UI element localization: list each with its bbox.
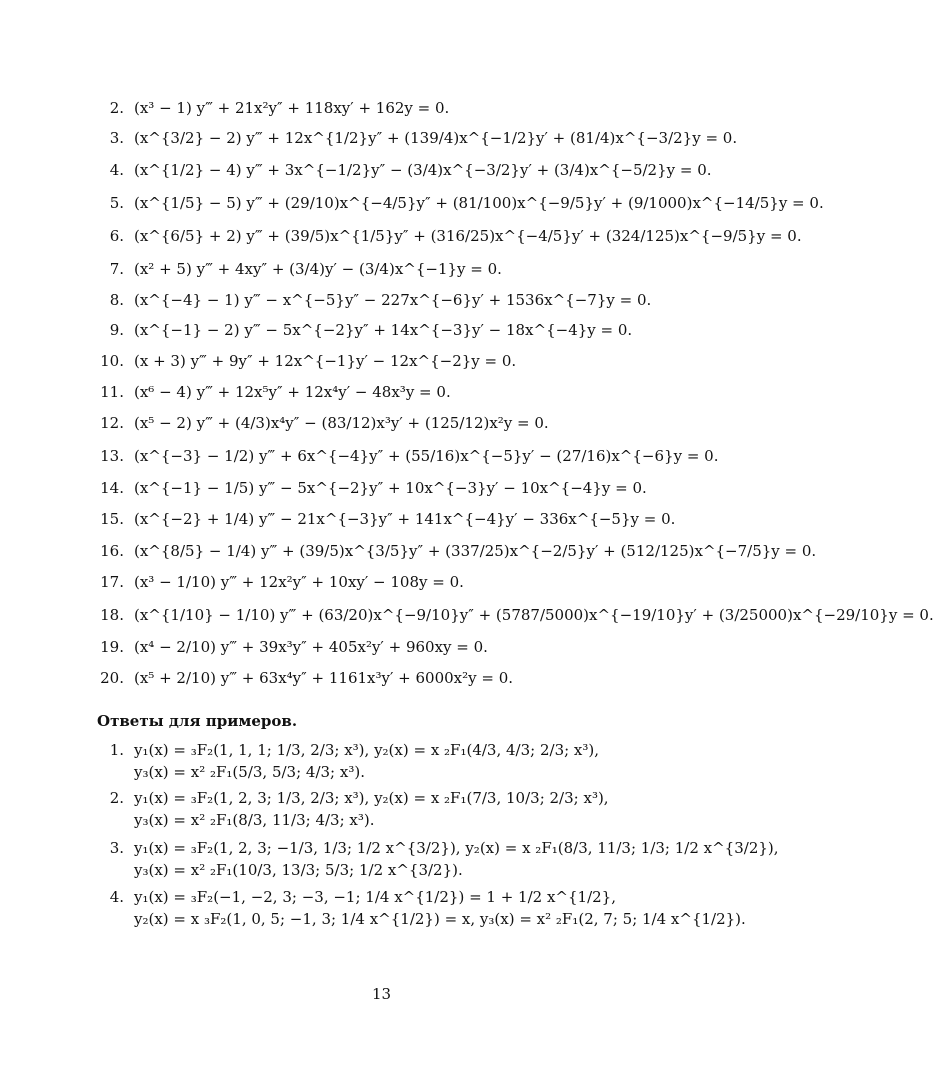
equation-text: (x⁴ − 2/10) y‴ + 39x³y″ + 405x²y′ + 960xy = 0. xyxy=(134,638,488,656)
equation-text: (x³ − 1/10) y‴ + 12x²y″ + 10xy′ − 108y = 0. xyxy=(134,573,464,591)
equation-number: 7. xyxy=(109,260,124,278)
equation-text: (x^{6/5} + 2) y‴ + (39/5)x^{1/5}y″ + (316/25)x^{−4/5}y′ + (324/125)x^{−9/5}y = 0. xyxy=(134,227,802,245)
equation-number: 9. xyxy=(109,321,124,339)
answer-number: 4. xyxy=(109,888,124,906)
equation-text: (x^{1/2} − 4) y‴ + 3x^{−1/2}y″ − (3/4)x^{−3/2}y′ + (3/4)x^{−5/2}y = 0. xyxy=(134,161,712,179)
equation-text: (x^{1/5} − 5) y‴ + (29/10)x^{−4/5}y″ + (81/100)x^{−9/5}y′ + (9/1000)x^{−14/5}y = 0. xyxy=(134,194,824,212)
equation-text: (x³ − 1) y‴ + 21x²y″ + 118xy′ + 162y = 0. xyxy=(134,99,450,117)
equation-number: 13. xyxy=(100,447,124,465)
equation-number: 8. xyxy=(109,291,124,309)
equation-text: (x^{−3} − 1/2) y‴ + 6x^{−4}y″ + (55/16)x^{−5}y′ − (27/16)x^{−6}y = 0. xyxy=(134,447,719,465)
equation-text: (x^{8/5} − 1/4) y‴ + (39/5)x^{3/5}y″ + (337/25)x^{−2/5}y′ + (512/125)x^{−7/5}y = 0. xyxy=(134,542,817,560)
answer-number: 1. xyxy=(109,741,124,759)
equation-number: 11. xyxy=(100,383,124,401)
answer-line: y₂(x) = x ₃F₂(1, 0, 5; −1, 3; 1/4 x^{1/2}) = x, y₃(x) = x² ₂F₁(2, 7; 5; 1/4 x^{1/2}). xyxy=(134,910,746,928)
equation-text: (x^{−1} − 2) y‴ − 5x^{−2}y″ + 14x^{−3}y′ − 18x^{−4}y = 0. xyxy=(134,321,633,339)
answer-line: y₁(x) = ₃F₂(−1, −2, 3; −3, −1; 1/4 x^{1/2}) = 1 + 1/2 x^{1/2}, xyxy=(134,888,616,906)
equation-number: 16. xyxy=(100,542,124,560)
equation-number: 15. xyxy=(100,510,124,528)
equation-number: 18. xyxy=(100,606,124,624)
equation-text: (x^{−4} − 1) y‴ − x^{−5}y″ − 227x^{−6}y′ + 1536x^{−7}y = 0. xyxy=(134,291,652,309)
equation-text: (x^{3/2} − 2) y‴ + 12x^{1/2}y″ + (139/4)x^{−1/2}y′ + (81/4)x^{−3/2}y = 0. xyxy=(134,129,738,147)
answer-line: y₁(x) = ₃F₂(1, 1, 1; 1/3, 2/3; x³), y₂(x) = x ₂F₁(4/3, 4/3; 2/3; x³), xyxy=(134,741,600,759)
answer-number: 3. xyxy=(109,839,124,857)
equation-number: 2. xyxy=(109,99,124,117)
answer-line: y₃(x) = x² ₂F₁(10/3, 13/3; 5/3; 1/2 x^{3/2}). xyxy=(134,861,463,879)
answer-number: 2. xyxy=(109,789,124,807)
equation-text: (x + 3) y‴ + 9y″ + 12x^{−1}y′ − 12x^{−2}y = 0. xyxy=(134,352,517,370)
equation-number: 20. xyxy=(100,669,124,687)
equation-number: 14. xyxy=(100,479,124,497)
equation-text: (x^{−2} + 1/4) y‴ − 21x^{−3}y″ + 141x^{−4}y′ − 336x^{−5}y = 0. xyxy=(134,510,676,528)
page-number: 13 xyxy=(371,985,392,1003)
equation-number: 17. xyxy=(100,573,124,591)
answer-line: y₁(x) = ₃F₂(1, 2, 3; 1/3, 2/3; x³), y₂(x) = x ₂F₁(7/3, 10/3; 2/3; x³), xyxy=(134,789,609,807)
equation-text: (x⁵ + 2/10) y‴ + 63x⁴y″ + 1161x³y′ + 6000x²y = 0. xyxy=(134,669,514,687)
answer-line: y₁(x) = ₃F₂(1, 2, 3; −1/3, 1/3; 1/2 x^{3/2}), y₂(x) = x ₂F₁(8/3, 11/3; 1/3; 1/2 x^{3/2}), xyxy=(134,839,779,857)
equation-text: (x⁵ − 2) y‴ + (4/3)x⁴y″ − (83/12)x³y′ + (125/12)x²y = 0. xyxy=(134,414,549,432)
equation-number: 10. xyxy=(100,352,124,370)
answers-heading: Ответы для примеров. xyxy=(97,712,298,730)
answer-line: y₃(x) = x² ₂F₁(5/3, 5/3; 4/3; x³). xyxy=(134,763,365,781)
equation-text: (x⁶ − 4) y‴ + 12x⁵y″ + 12x⁴y′ − 48x³y = 0. xyxy=(134,383,451,401)
equation-number: 4. xyxy=(109,161,124,179)
equation-number: 6. xyxy=(109,227,124,245)
equation-number: 5. xyxy=(109,194,124,212)
equation-number: 3. xyxy=(109,129,124,147)
equation-number: 19. xyxy=(100,638,124,656)
answer-line: y₃(x) = x² ₂F₁(8/3, 11/3; 4/3; x³). xyxy=(134,811,375,829)
equation-text: (x^{1/10} − 1/10) y‴ + (63/20)x^{−9/10}y″ + (5787/5000)x^{−19/10}y′ + (3/25000)x^{−29/10}y = 0. xyxy=(134,606,934,624)
equation-text: (x² + 5) y‴ + 4xy″ + (3/4)y′ − (3/4)x^{−1}y = 0. xyxy=(134,260,502,278)
equation-text: (x^{−1} − 1/5) y‴ − 5x^{−2}y″ + 10x^{−3}y′ − 10x^{−4}y = 0. xyxy=(134,479,647,497)
equation-number: 12. xyxy=(100,414,124,432)
